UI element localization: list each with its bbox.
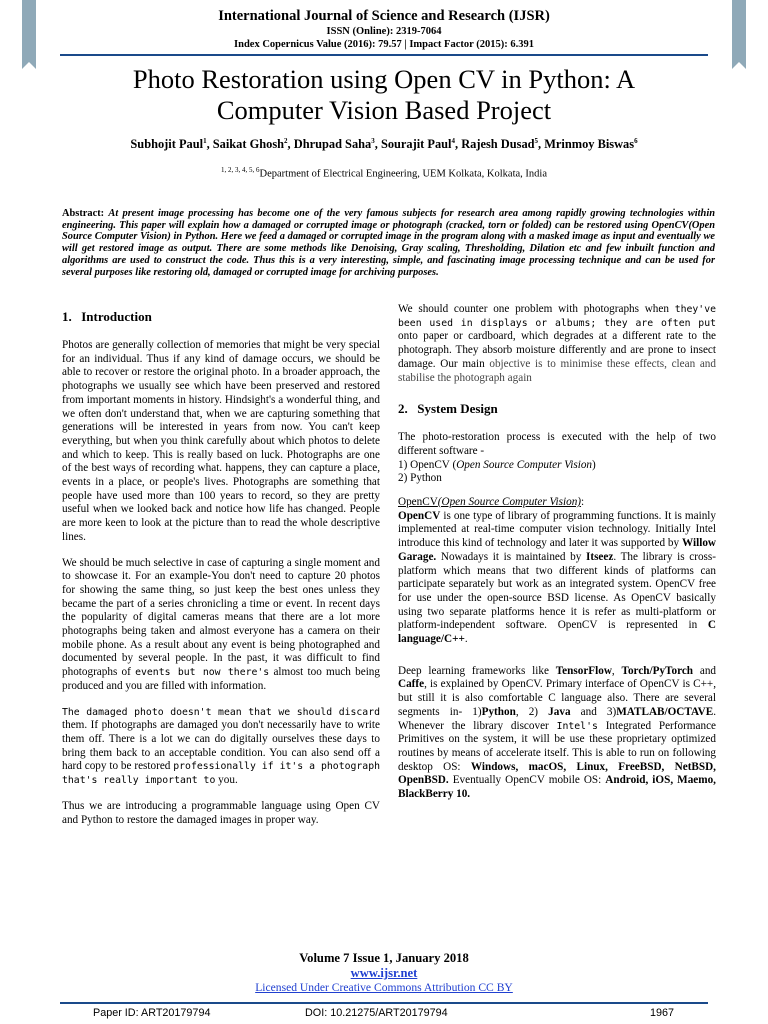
- text-run: .: [464, 633, 468, 646]
- paper-id: Paper ID: ART20179794: [93, 1007, 211, 1019]
- author-name: Rajesh Dusad: [461, 137, 535, 152]
- section-number: 1.: [62, 309, 72, 324]
- text-run: and 3): [570, 705, 617, 718]
- section-number: 2.: [398, 401, 408, 417]
- mono-text-run: The damaged photo doesn't mean that we should discard: [62, 706, 380, 718]
- text-run: , 2): [515, 705, 549, 718]
- footer-rule: [60, 1002, 708, 1004]
- right-column: [398, 303, 717, 814]
- text-run: you.: [215, 774, 238, 787]
- abstract-text: At present image processing has become one of the very famous subjects for research area among rapidly growing technologies within engineering. This paper will explain how a damaged or corrupted image or photograph (cracked, torn or folded) can be restored using OpenCV(Open Source Computer Vision) in Python. Here we feed a damaged or corrupted image in the program along with a masked image as input and eventually we will get restored image as output. There are some methods like Denoising, Gray scaling, Thresholding, Dilation etc and few inbuilt function and algorithms are used to construct the code. Thus this is a very interesting, simple, and fascinating image processing technique and can be used for several purposes like restoring old, damaged or corrupted image for archiving purposes.: [62, 208, 715, 278]
- italic-text-run: (Open Source Computer Vision): [437, 496, 582, 509]
- intro-paragraph-3: [62, 706, 380, 788]
- section-heading-system-design: [398, 401, 716, 417]
- text-run: ,: [611, 664, 622, 677]
- mono-text-run: events but now there's: [135, 667, 270, 679]
- bold-text-run: Android, iOS, Maemo, BlackBerry 10.: [398, 774, 716, 801]
- text-run: OpenCV: [398, 496, 438, 509]
- opencv-paragraph: [398, 496, 716, 647]
- text-run: almost too much being produced and you are filled with information.: [62, 666, 380, 692]
- affiliation-text: Department of Electrical Engineering, UEM Kolkata, Kolkata, India: [259, 168, 547, 180]
- journal-name: International Journal of Science and Research (IJSR): [218, 8, 550, 24]
- text-run: Deep learning frameworks like: [398, 664, 556, 677]
- doi: DOI: 10.21275/ART20179794: [305, 1007, 448, 1019]
- license-link[interactable]: Licensed Under Creative Commons Attribution CC BY: [255, 981, 513, 994]
- journal-website-link[interactable]: www.ijsr.net: [350, 966, 418, 980]
- bold-text-run: C language/C++: [398, 619, 716, 646]
- abstract: [62, 208, 715, 278]
- text-run: The photo-restoration process is executed with the help of two different software -: [398, 431, 716, 457]
- bold-text-run: TensorFlow: [555, 664, 612, 677]
- mono-text-run: they've been used in displays or albums; they are often put: [398, 304, 716, 329]
- text-run: ): [592, 458, 596, 471]
- affiliation: [40, 166, 728, 180]
- intro-paragraph-4: Thus we are introducing a programmable language using Open CV and Python to restore the damaged images in proper way.: [62, 799, 380, 826]
- text-run: We should counter one problem with photographs when: [398, 303, 675, 315]
- intro-paragraph-1: Photos are generally collection of memories that might be very special for an individual. Thus if any kind of damage occurs, we should be able to recover or restore the original photo. In a broader approach, the photographs we usually see which have been preserved and restored from important moments in history. Hindsight's a wonderful thing, and we often don't understand that, when we are capturing something that generations will be interested in years from now. You can't keep everything, but when you think carefully about which photos to delete and which to keep. This is really based on luck. Photographs are one of the best ways of recording what. happens, they can capture a place, events in a place, or people's lives. Photographs are something that people have used more than 100 years to record, so they are pretty useful when we looked back and notice how life has changed. People are more keen to look at the picture than to read the whole descriptive lines.: [62, 339, 380, 543]
- author-sup: 2: [284, 137, 288, 145]
- title-line-2: Computer Vision Based Project: [216, 95, 552, 125]
- bold-text-run: OpenCV: [398, 509, 441, 522]
- bold-text-run: Windows, macOS, Linux, FreeBSD, NetBSD, OpenBSD.: [398, 760, 716, 787]
- section-title: Introduction: [81, 309, 152, 324]
- bold-text-run: Caffe: [398, 678, 425, 691]
- text-run: , is explained by OpenCV. Primary interface of OpenCV is C++, but still it is also comfortable C language also. There are several segments in- 1): [398, 678, 716, 718]
- text-run: :: [581, 496, 585, 509]
- author-name: Saikat Ghosh: [212, 137, 285, 152]
- bold-text-run: Python: [481, 705, 516, 718]
- bold-text-run: Torch/PyTorch: [621, 664, 694, 677]
- deep-learning-paragraph: [398, 665, 716, 802]
- bold-text-run: Willow Garage.: [398, 537, 716, 563]
- author-name: Subhojit Paul: [130, 137, 204, 152]
- author-name: Sourajit Paul: [380, 137, 452, 152]
- journal-index: Index Copernicus Value (2016): 79.57 | Impact Factor (2015): 6.391: [234, 39, 534, 50]
- list-item: [398, 459, 716, 473]
- text-run: . The library is cross-platform which means that two different kinds of platforms can participate separately but work as an integrated system. OpenCV free for use under the open-source BSD license. As OpenCV basically using two separate platforms hence it is refer as multi-platform or platform-independent software. OpenCV is represented in: [398, 550, 716, 632]
- text-run: Integrated Performance Primitives on the system, it will be use these proprietary optimized routines by means of accelerate itself. This is able to run on following desktop OS:: [398, 719, 717, 773]
- author-name: Mrinmoy Biswas: [544, 137, 635, 152]
- mono-text-run: professionally if it's a photograph that's really important to: [62, 761, 380, 787]
- title-line-1: Photo Restoration using Open CV in Python: A: [132, 64, 636, 94]
- list-item: 2) Python: [398, 472, 442, 485]
- text-run: 1) OpenCV (: [398, 458, 457, 471]
- affiliation-sup: 1, 2, 3, 4, 5, 6: [221, 166, 260, 174]
- section-heading-introduction: [62, 309, 380, 325]
- text-run: them. If photographs are damaged you don't necessarily have to write them off. There is a lot we can do digitally ourselves these days to bring them back to an acceptable condition. You can also send off a hard copy to be restored: [62, 719, 380, 773]
- journal-header: [0, 8, 768, 51]
- left-column: [62, 306, 380, 839]
- author-sup: 4: [451, 137, 455, 145]
- author-sup: 5: [534, 137, 539, 145]
- header-rule: [60, 54, 708, 56]
- author-name: Dhrupad Saha: [293, 137, 372, 152]
- section-title: System Design: [417, 401, 498, 417]
- text-run: and: [693, 664, 717, 677]
- bold-text-run: Itseez: [586, 550, 614, 563]
- author-sep: ,: [206, 137, 213, 152]
- author-sup: 1: [203, 137, 207, 145]
- author-sep: ,: [287, 137, 294, 152]
- grey-text-run: objective is to minimise these effects, clean and stabilise the photograph again: [398, 357, 716, 384]
- author-sep: ,: [538, 137, 545, 152]
- intro-paragraph-2: [62, 557, 380, 694]
- author-sup: 3: [371, 137, 375, 145]
- text-run: is one type of library of programming functions. It is mainly implemented at real-time computer vision technology. Initially Intel introduce this kind of technology and later it was supported by: [398, 509, 716, 550]
- author-list: [40, 137, 728, 152]
- system-design-paragraph: [398, 431, 716, 486]
- author-sup: 6: [634, 137, 638, 145]
- footer-bar: [0, 1007, 768, 1021]
- text-run: Eventually OpenCV mobile OS:: [448, 774, 606, 787]
- text-run: onto paper or cardboard, which degrades at a different rate to the photograph. They absorb moisture differently and are prone to insect damage. Our main: [398, 330, 716, 370]
- abstract-label: Abstract:: [62, 208, 105, 219]
- right-paragraph-1: [398, 303, 716, 385]
- journal-issn: ISSN (Online): 2319-7064: [326, 26, 442, 37]
- text-run: Nowadays it is maintained by: [436, 550, 586, 563]
- bold-text-run: Java: [548, 705, 571, 718]
- bold-text-run: MATLAB/OCTAVE: [616, 705, 714, 718]
- mono-text-run: Intel's: [556, 720, 598, 732]
- paper-title: [60, 64, 708, 126]
- author-sep: ,: [374, 137, 381, 152]
- italic-text-run: Open Source Computer Vision: [456, 458, 593, 471]
- page-footer: [0, 951, 768, 995]
- page-number: 1967: [650, 1007, 675, 1019]
- text-run: . Whenever the library discover: [398, 705, 716, 732]
- volume-info: Volume 7 Issue 1, January 2018: [299, 951, 469, 965]
- opencv-subheading: [398, 496, 581, 508]
- author-sep: ,: [455, 137, 462, 152]
- text-run: We should be much selective in case of capturing a single moment and to showcase it. For an example-You don't need to capture 20 photos for showing the same thing, so just keep the best ones unless they became the part of a series chronicling a time or event. In recent days the popularity of digital cameras means that there are a lot more photographs being taken and almost everyone has a camera on their mobile phone. As a result about any event is being photographed and documented by several people. In the past, it was difficult to find photographs of: [62, 556, 380, 679]
